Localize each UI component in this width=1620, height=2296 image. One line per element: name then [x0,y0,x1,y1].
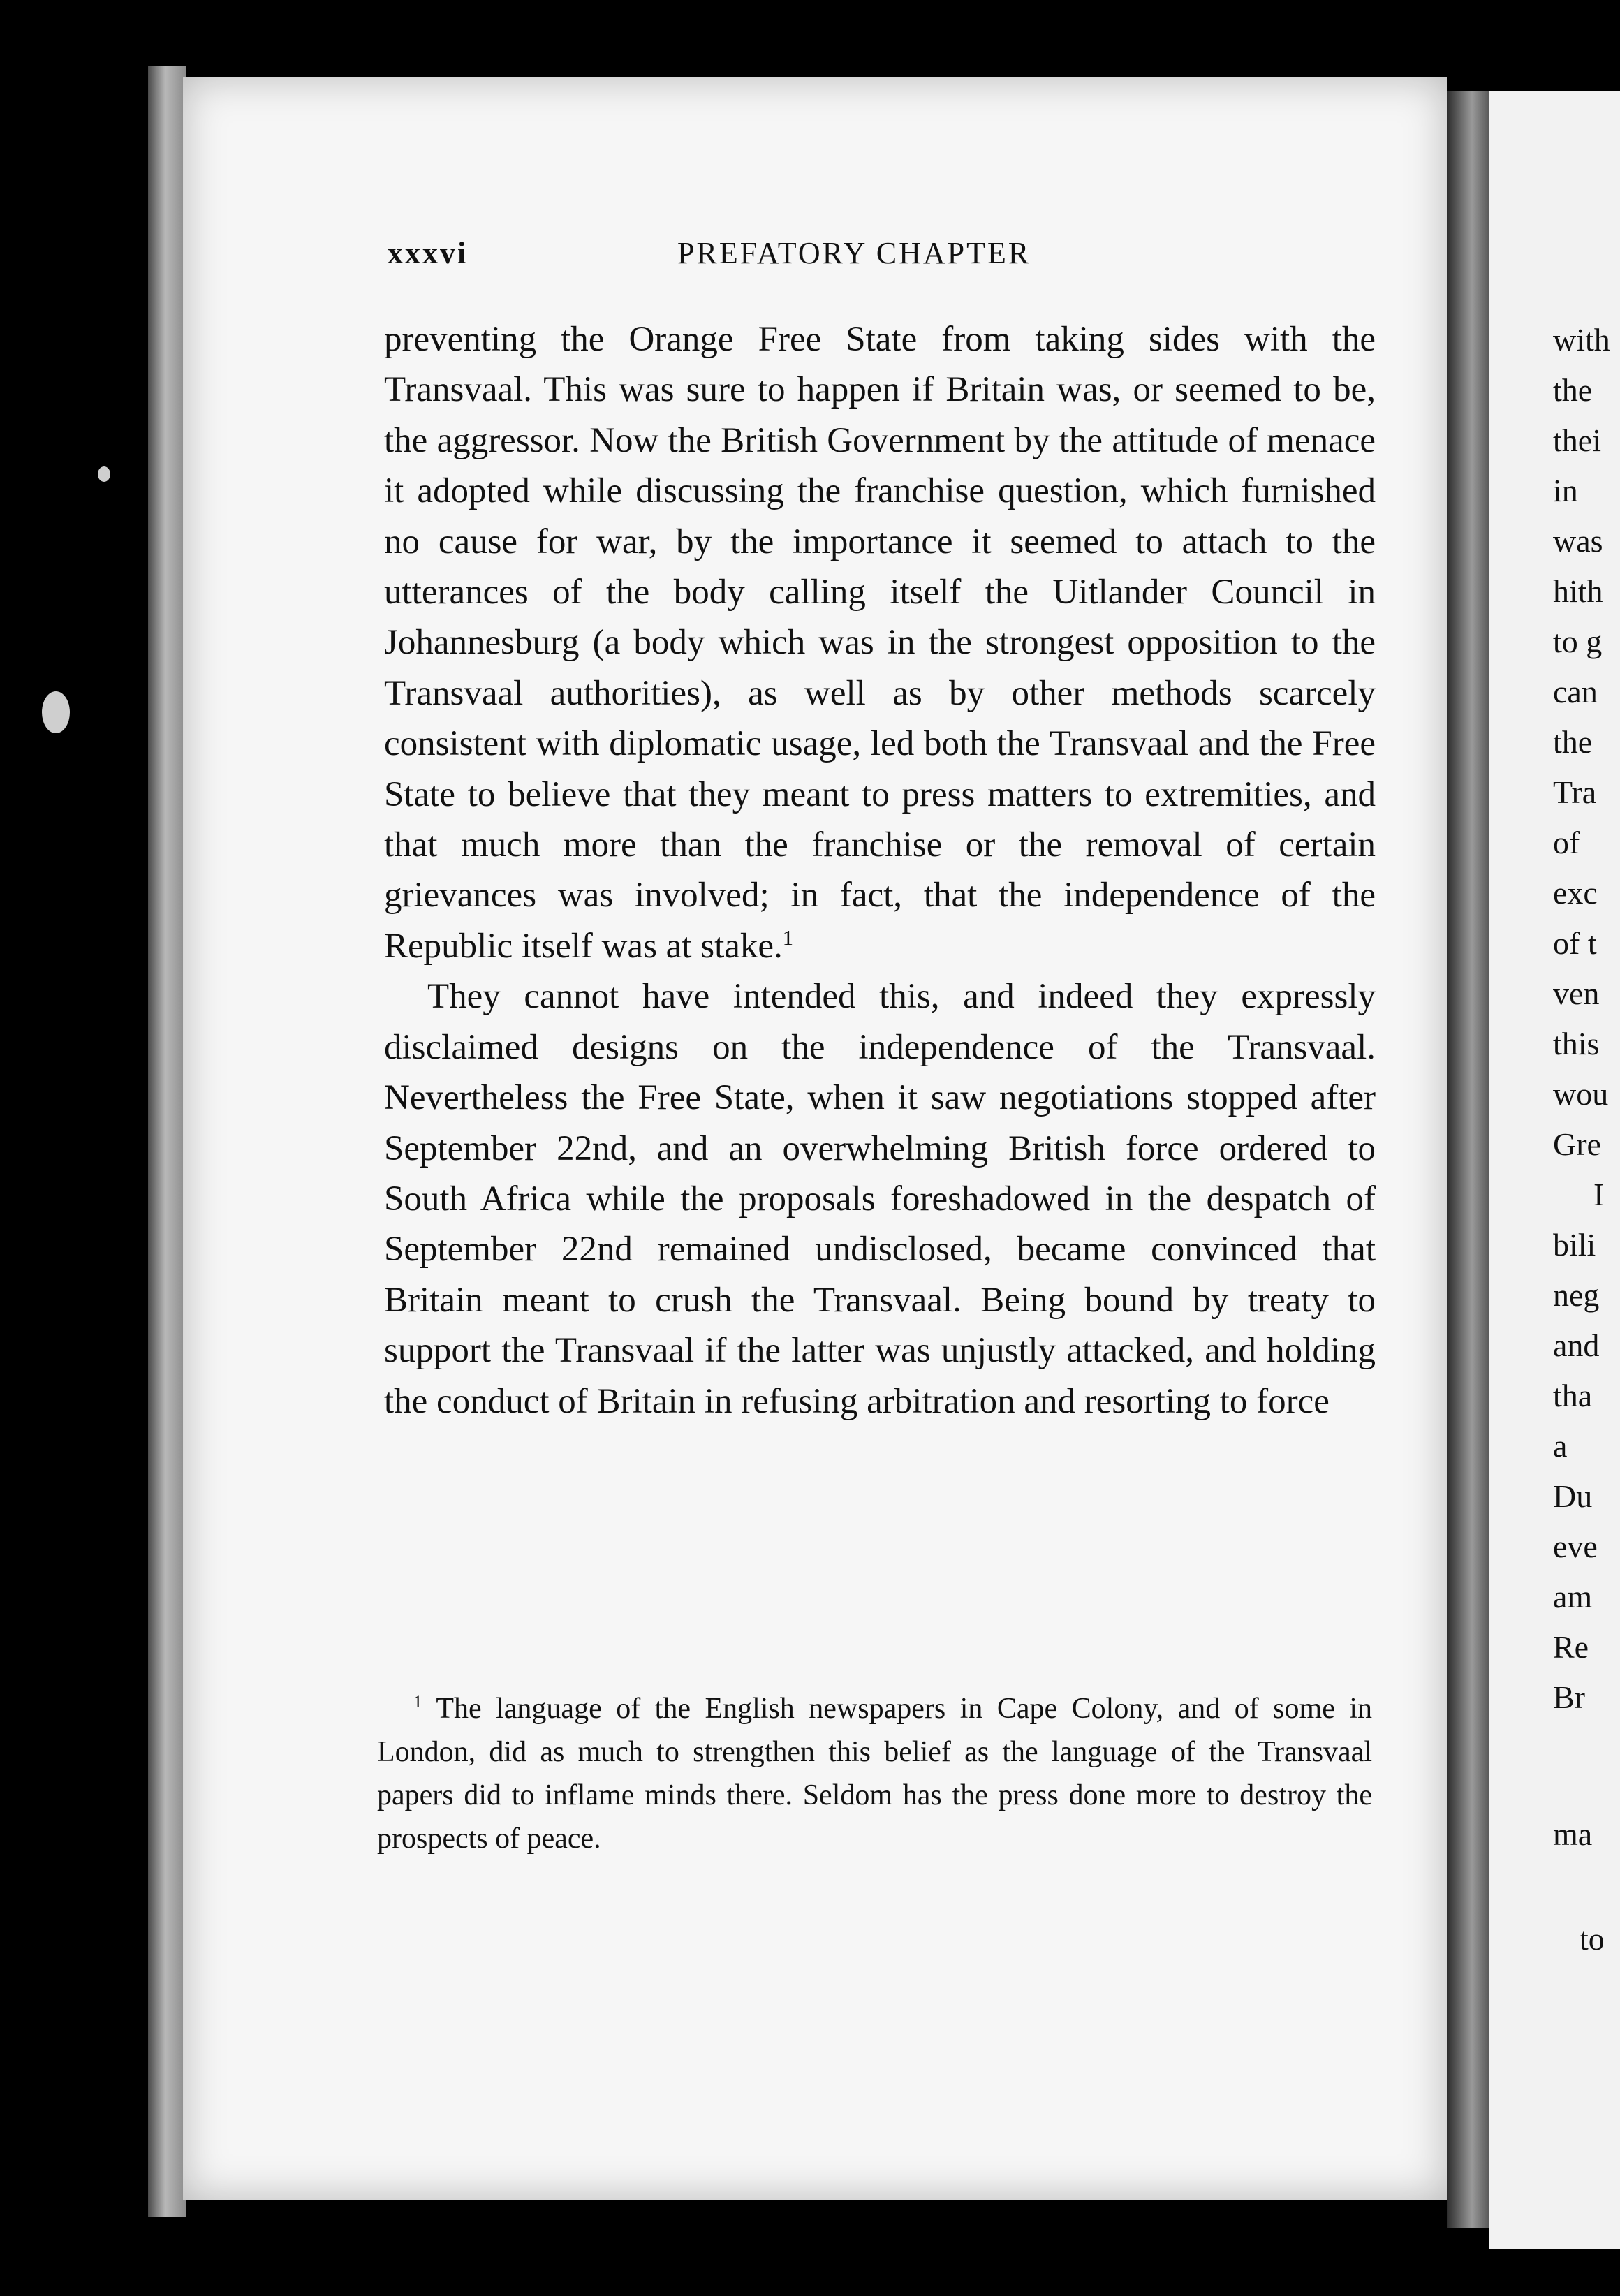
facing-line: I [1593,1177,1605,1212]
scan-speck [42,691,70,733]
paragraph-text: They cannot have intended this, and indeed they expressly disclaimed designs on the independence of the Transvaal. Nevertheless the Free State, when it saw negotiations stopped after September 22nd, and an overwhelming British force ordered to South Africa while the proposals foreshadowed in the despatch of September 22nd remained undisclosed, became convinced that Britain meant to crush the Transvaal. Being bound by treaty to support the Transvaal if the latter was unjustly attacked, and holding the conduct of Britain in refusing arbitration and resorting to force [384,977,1376,1421]
facing-line: of t [1553,925,1597,961]
facing-line: was [1553,523,1603,559]
facing-line: Br [1553,1679,1585,1715]
facing-line: in [1553,473,1578,508]
footnote-text: The language of the English newspapers in Cape Colony, and of some in London, did as much to strengthen this belief as the language of the Transvaal papers did to inflame minds there. Seldom has the press done more to destroy the prospects of peace. [377,1693,1372,1855]
body-text [384,314,1376,1427]
paragraph-text: preventing the Orange Free State from taking sides with the Transvaal. This was sure to happen if Britain was, or seemed to be, the aggressor. Now the British Government by the attitude of menace it adopted while discussing the franchise question, which furnished no cause for war, by the importance it seemed to attach to the utterances of the body calling itself the Uitlander Council in Johannesburg (a body which was in the strongest opposition to the Transvaal authorities), as well as by other methods scarcely consistent with diplomatic usage, led both the Transvaal and the Free State to believe that they meant to press matters to extremities, and that much more than the franchise or the removal of certain grievances was involved; in fact, that the independence of the Republic itself was at stake. [384,320,1376,966]
facing-line: and [1553,1327,1600,1363]
facing-line: wou [1553,1076,1609,1112]
facing-line: eve [1553,1529,1598,1564]
facing-line: tha [1553,1378,1593,1413]
facing-line: hith [1553,573,1603,609]
facing-line: of [1553,825,1580,860]
facing-line: ven [1553,976,1600,1011]
paragraph [384,314,1376,971]
facing-line: Tra [1553,774,1597,810]
facing-line: can [1553,674,1598,709]
footnote [377,1687,1372,1860]
scan-speck [98,466,110,482]
running-head [388,235,1372,277]
facing-page-fragment [1489,91,1620,2249]
facing-line: Re [1553,1629,1589,1665]
facing-line: to g [1553,624,1603,659]
facing-line: bili [1553,1227,1596,1263]
facing-line: with [1553,322,1610,358]
facing-line: a [1553,1428,1568,1464]
facing-line: am [1553,1579,1593,1614]
chapter-title: PREFATORY CHAPTER [677,236,1031,270]
paragraph [384,971,1376,1427]
facing-line: thei [1553,422,1601,458]
facing-line: the [1553,372,1593,408]
facing-line: this [1553,1026,1600,1061]
footnote-marker: 1 [413,1693,422,1712]
facing-line: neg [1553,1277,1600,1313]
page-number: xxxvi [388,236,469,270]
book-gutter [1447,91,1489,2228]
facing-line: to [1580,1921,1605,1957]
facing-line: Du [1553,1478,1593,1514]
facing-line: ma [1553,1816,1593,1852]
facing-line: Gre [1553,1126,1601,1162]
left-page-edge [148,66,186,2217]
footnote-reference: 1 [782,925,794,950]
facing-line: the [1553,724,1593,760]
facing-line: exc [1553,875,1598,911]
